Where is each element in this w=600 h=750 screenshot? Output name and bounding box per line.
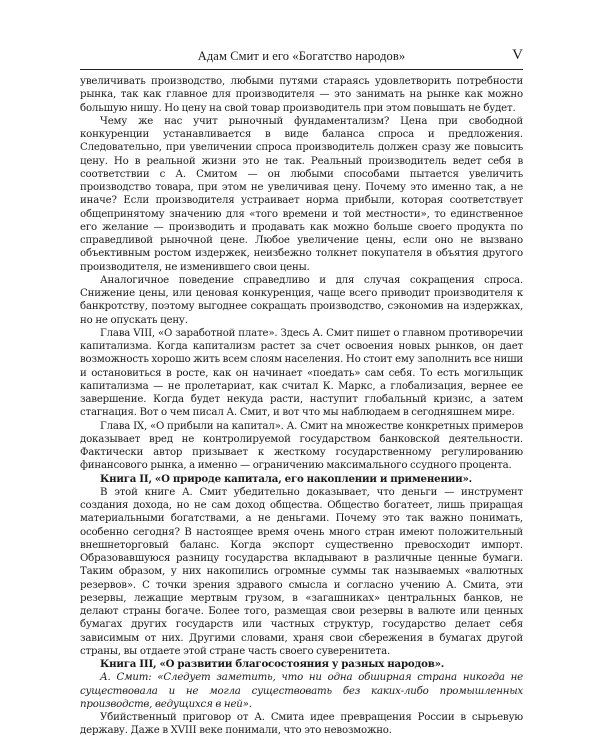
header-rule [80,69,523,70]
book-heading: Книга III, «О развитии благосостояния у разных народов». [100,658,445,670]
paragraph: Глава IX, «О прибыли на капитал». А. Смит на множестве конкретных примеров доказывает вред не контролируемой государством банковской деятельности. Фактически автор призывает к жесткому государственному регулированию финансового рынка, а именно — ограничению максимального ссудного процента. [80,420,523,472]
paragraph: увеличивать производство, любыми путями стараясь удовлетворить потребности рынка, так как главное для производителя — это занимать на рынке как можно большую нишу. Но цену на свой товар производитель при этом повышать не будет. [80,76,523,114]
paragraph: Аналогичное поведение справедливо и для случая сокращения спроса. Снижение цены, или ценовая конкуренция, чаще всего приводит производителя к банкротству, поэтому выгоднее сокращать производство, сэкономив на издержках, но не опускать цену. [80,274,523,326]
running-title: Адам Смит и его «Богатство народов» [197,49,406,63]
paragraph: Чему же нас учит рыночный фундаментализм? Цена при свободной конкуренции устанавливается в виде баланса спроса и предложения. Следовательно, при увеличении спроса производитель должен сразу же повысить цену. Но в реальной жизни это не так. Реальный производитель ведет себя в соответствии с А. Смитом — он любыми способами пытается увеличить производство товара, при этом не увеличивая цену. Почему это именно так, а не иначе? Если производителя устраивает норма прибыли, которая соответствует общепринятому значению для «того времени и той местности», то единственное его желание — производить и продавать как можно больше своего продукта по справедливой рыночной цене. Любое увеличение цены, если оно не вызвано объективным ростом издержек, неизбежно толкнет покупателя в объятия другого производителя, не изменившего свои цены. [80,115,523,273]
paragraph: Глава VIII, «О заработной плате». Здесь А. Смит пишет о главном противоречии капитализма. Когда капитализм растет за счет освоения новых рынков, он дает возможность хорошо жить всем слоям населения. Но стоит ему заполнить все ниши и остановиться в росте, как он начинает «поедать» сам себя. То есть могильщик капитализма — не пролетариат, как считал К. Маркс, а глобализация, вернее ее завершение. Когда будет некуда расти, наступит глобальный кризис, а затем стагнация. Вот о чем писал А. Смит, и вот что мы наблюдаем в сегодняшнем мире. [80,327,523,419]
body-text [80,75,523,738]
running-head [80,48,523,66]
quote-paragraph [80,671,523,711]
paragraph: Убийственный приговор от А. Смита идее превращения России в сырьевую державу. Даже в XVIII веке понимали, что это невозможно. [80,712,523,737]
paragraph: В этой книге А. Смит убедительно доказывает, что деньги — инструмент создания дохода, но не сам доход общества. Общество богатеет, лишь приращая материальными богатствами, а не деньгами. Почему это так важно понимать, особенно сегодня? В настоящее время очень много стран имеют положительный внешнеторговый баланс. Когда экспорт существенно превосходит импорт. Образовавшуюся разницу государства вкладывают в различные ценные бумаги. Таким образом, у них накопились огромные суммы так называемых «валютных резервов». С точки зрения здравого смысла и согласно учению А. Смита, эти резервы, лежащие мертвым грузом, в «загашниках» центральных банков, не делают страны богаче. Более того, размещая свои резервы в валюте или ценных бумагах других государств или частных структур, государство делает себя зависимым от них. Другими словами, храня свои сбережения в бумагах другой страны, вы отдаете этой стране часть своего суверенитета. [80,486,523,657]
quote-text: «Следует заметить, что ни одна обширная страна никогда не существовала и не могла существовать без каких-либо промышленных производств, ведущихся в ней». [80,672,523,710]
quote-author: А. Смит: [100,672,152,684]
page-number: V [512,47,523,63]
book-heading: Книга II, «О природе капитала, его накоплении и применении». [100,472,473,485]
